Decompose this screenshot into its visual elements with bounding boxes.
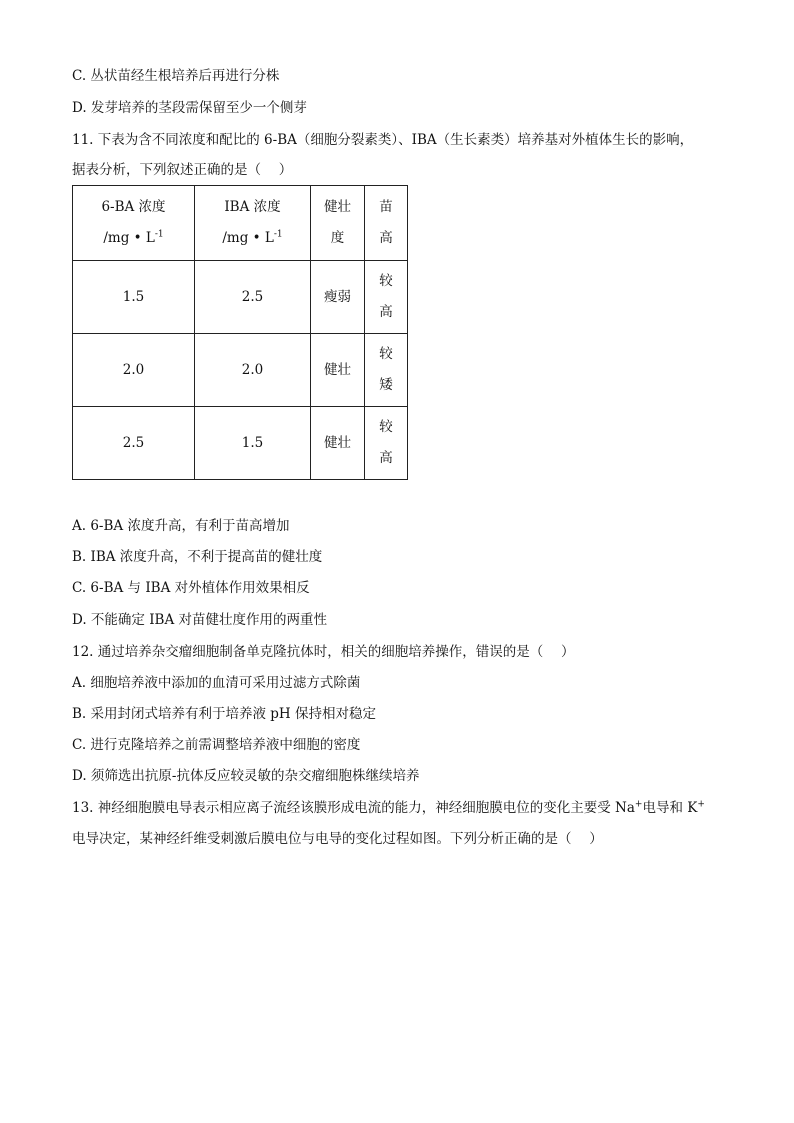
cell-health: 健壮 — [311, 407, 365, 480]
q12-option-b: B. 采用封闭式培养有利于培养液 pH 保持相对稳定 — [72, 706, 376, 722]
header-iba — [195, 186, 311, 261]
table-row — [73, 407, 408, 480]
header-health: 健壮 度 — [311, 186, 365, 261]
cell-height: 较 高 — [365, 407, 408, 480]
cell-health: 瘦弱 — [311, 261, 365, 334]
q11-stem-line2: 据表分析，下列叙述正确的是（ ） — [72, 162, 293, 178]
cell-6ba: 2.0 — [73, 334, 195, 407]
table-row — [73, 261, 408, 334]
header-6ba-label: 6-BA 浓度 — [101, 199, 166, 215]
option-c-prev: C. 丛状苗经生根培养后再进行分株 — [72, 68, 280, 84]
q13-stem-line1: 13. 神经细胞膜电导表示相应离子流经该膜形成电流的能力，神经细胞膜电位的变化主要受 Na+电导和 K+ — [72, 799, 705, 816]
q11-stem-line1: 11. 下表为含不同浓度和配比的 6-BA（细胞分裂素类）、IBA（生长素类）培养基对外植体生长的影响， — [72, 132, 694, 148]
cell-height: 较 高 — [365, 261, 408, 334]
q11-table — [72, 185, 408, 480]
q11-option-a: A. 6-BA 浓度升高，有利于苗高增加 — [72, 518, 290, 534]
cell-height: 较 矮 — [365, 334, 408, 407]
cell-6ba: 1.5 — [73, 261, 195, 334]
q11-option-c: C. 6-BA 与 IBA 对外植体作用效果相反 — [72, 580, 310, 596]
cell-iba: 2.0 — [195, 334, 311, 407]
q13-stem-line2: 电导决定，某神经纤维受刺激后膜电位与电导的变化过程如图。下列分析正确的是（ ） — [72, 831, 603, 847]
header-6ba — [73, 186, 195, 261]
q12-option-c: C. 进行克隆培养之前需调整培养液中细胞的密度 — [72, 737, 361, 753]
cell-iba: 2.5 — [195, 261, 311, 334]
option-d-prev: D. 发芽培养的茎段需保留至少一个侧芽 — [72, 100, 307, 116]
q12-stem: 12. 通过培养杂交瘤细胞制备单克隆抗体时，相关的细胞培养操作，错误的是（ ） — [72, 644, 575, 660]
header-height: 苗 高 — [365, 186, 408, 261]
table-row — [73, 334, 408, 407]
cell-6ba: 2.5 — [73, 407, 195, 480]
cell-iba: 1.5 — [195, 407, 311, 480]
q11-option-b: B. IBA 浓度升高，不利于提高苗的健壮度 — [72, 549, 323, 565]
q12-option-a: A. 细胞培养液中添加的血清可采用过滤方式除菌 — [72, 675, 361, 691]
cell-health: 健壮 — [311, 334, 365, 407]
header-iba-label: IBA 浓度 — [224, 199, 281, 215]
table-header-row — [73, 186, 408, 261]
header-iba-unit: /mg • $L^{-1}$ — [222, 229, 283, 246]
q12-option-d: D. 须筛选出抗原-抗体反应较灵敏的杂交瘤细胞株继续培养 — [72, 768, 420, 784]
q11-option-d: D. 不能确定 IBA 对苗健壮度作用的两重性 — [72, 612, 328, 628]
header-6ba-unit: /mg • $L^{-1}$ — [103, 229, 164, 246]
